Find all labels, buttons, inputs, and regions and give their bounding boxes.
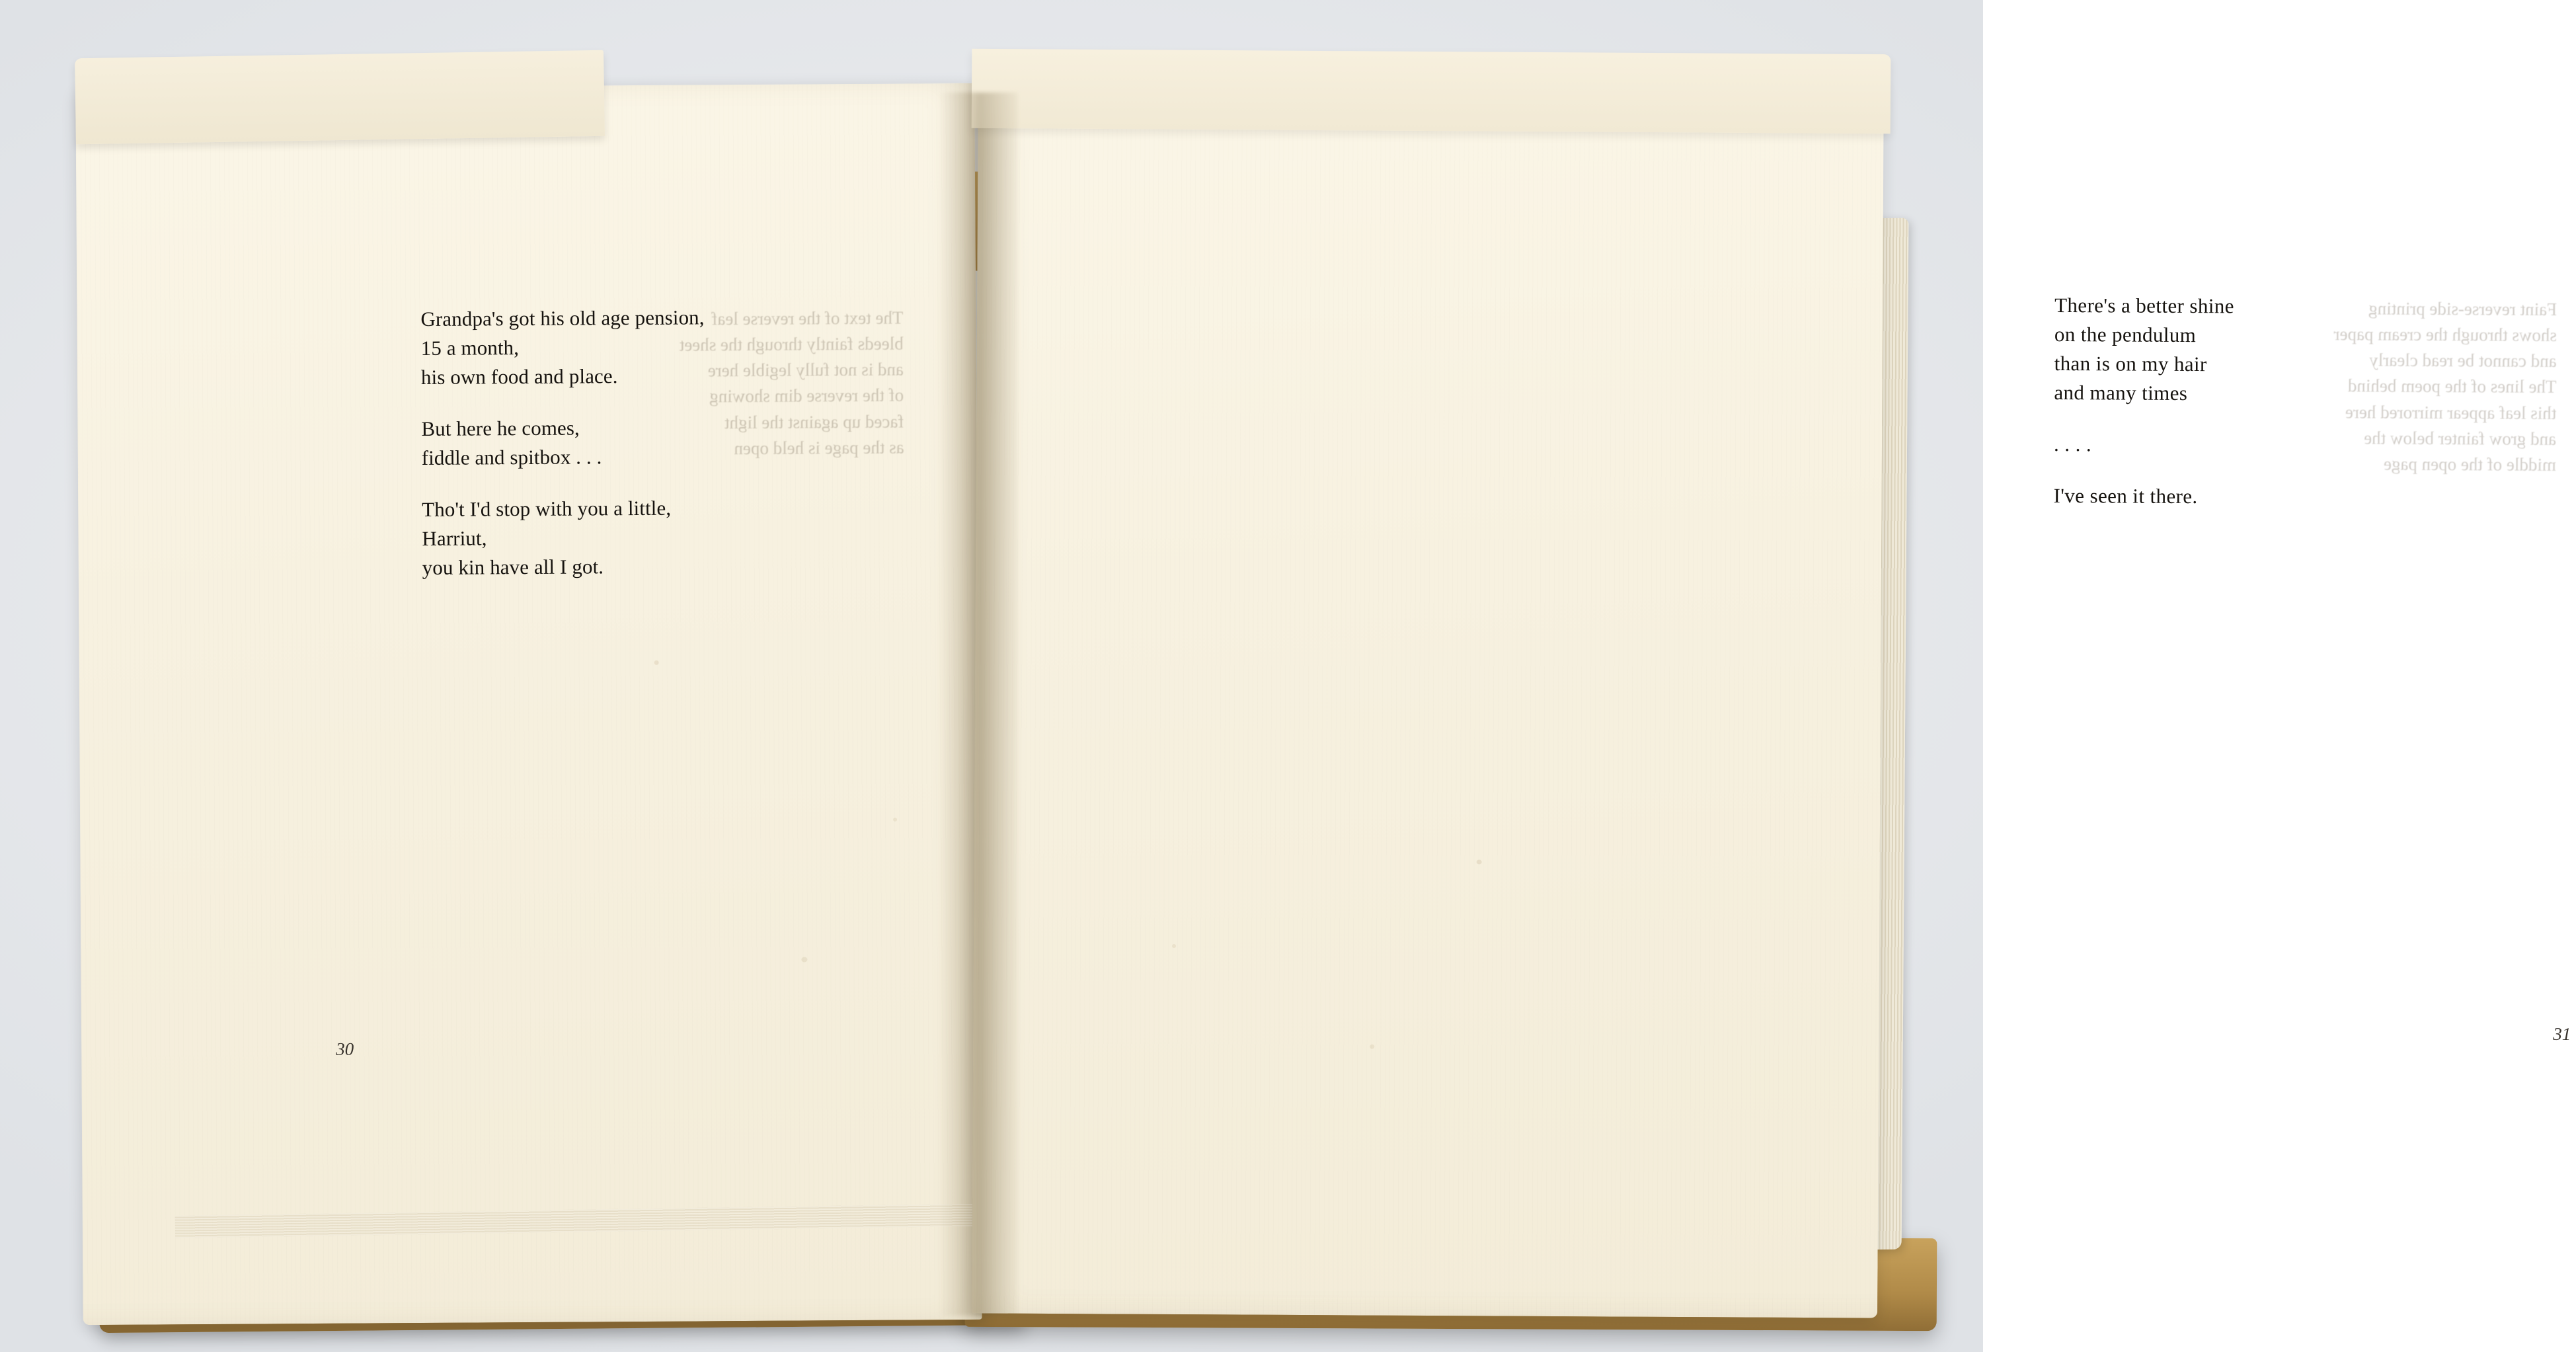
open-book — [79, 66, 2571, 1345]
right-page-text-column — [2053, 291, 2557, 513]
right-page-top-sheet — [972, 49, 1891, 134]
paper-spot — [893, 818, 897, 822]
stanza: Grandpa's got his old age pension, 15 a month, his own food and place. — [420, 305, 705, 389]
left-page-showthrough: The text of the reverse leaf bleeds faintly through the sheet and is not fully legible here of the reverse dim showing faced up against the light as the page is held open — [679, 307, 904, 458]
paper-spot — [1172, 944, 1176, 948]
paper-spot — [654, 660, 659, 665]
left-page — [75, 83, 982, 1325]
paper-spot — [801, 957, 807, 962]
stanza: There's a better shine on the pendulum than is on my hair and many times — [2054, 293, 2234, 405]
stanza: But here he comes, fiddle and spitbox . . . — [421, 416, 602, 470]
page-number-left: 30 — [336, 1039, 354, 1059]
page-number-right: 31 — [2553, 1023, 2571, 1045]
paper-spot — [1477, 859, 1482, 864]
left-page-bottom-edge — [175, 1203, 995, 1238]
right-page-showthrough: Faint reverse-side printing shows through the cream paper and cannot be read clearly The lines of the poem behind this leaf appear mirrored here and grow fainter below the middle of the open page — [2333, 298, 2557, 475]
stanza: I've seen it there. — [2053, 484, 2198, 508]
stanza-ellipsis: . . . . — [2053, 432, 2092, 456]
stanza: Tho't I'd stop with you a little, Harriut, you kin have all I got. — [422, 496, 672, 580]
left-page-text-column — [420, 301, 925, 582]
paper-spot — [1370, 1045, 1374, 1049]
left-page-curled-top-sheet — [75, 50, 605, 145]
right-page — [972, 77, 2571, 1318]
